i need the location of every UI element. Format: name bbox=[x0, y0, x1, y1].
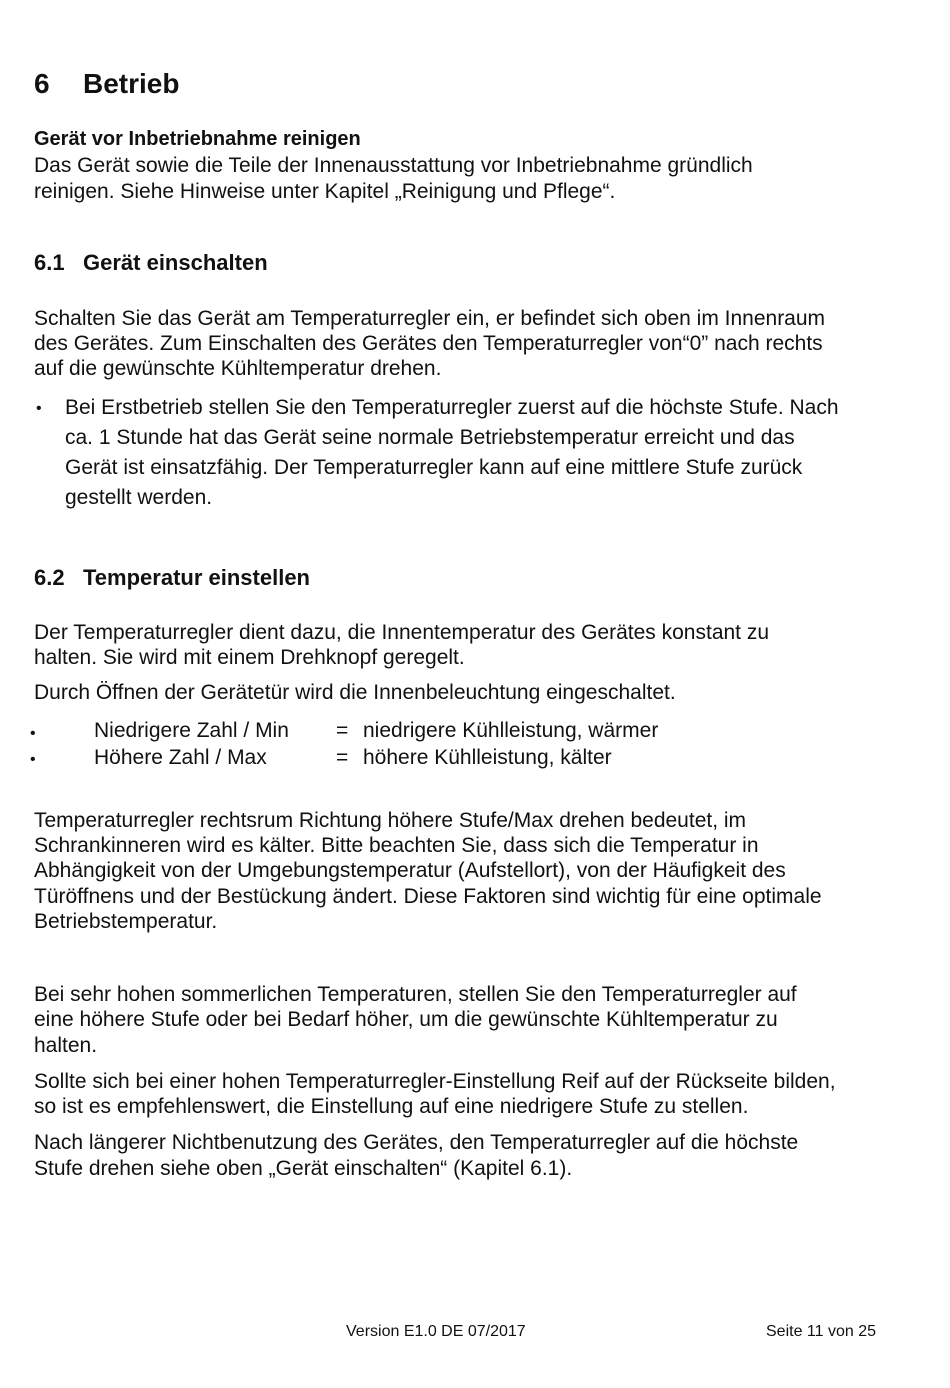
chapter-number: 6 bbox=[34, 68, 50, 99]
section2-para1-line: Der Temperaturregler dient dazu, die Innentemperatur des Gerätes konstant zu bbox=[34, 621, 770, 644]
footer-version: Version E1.0 DE 07/2017 bbox=[346, 1323, 526, 1340]
section2-para5-line: Sollte sich bei einer hohen Temperaturregler-Einstellung Reif auf der Rückseite bilden, bbox=[34, 1070, 836, 1093]
section1-bullet-line: Gerät ist einsatzfähig. Der Temperaturregler kann auf eine mittlere Stufe zurück bbox=[65, 456, 803, 479]
setting-effect: höhere Kühlleistung, kälter bbox=[363, 746, 612, 769]
setting-label: Höhere Zahl / Max bbox=[94, 746, 267, 769]
section2-para3-line: Schrankinneren wird es kälter. Bitte beachten Sie, dass sich die Temperatur in bbox=[34, 834, 759, 857]
intro-line: reinigen. Siehe Hinweise unter Kapitel „Reinigung und Pflege“. bbox=[34, 180, 616, 203]
section2-title: Temperatur einstellen bbox=[83, 565, 310, 590]
section1-bullet-line: ca. 1 Stunde hat das Gerät seine normale Betriebstemperatur erreicht und das bbox=[65, 426, 795, 449]
section2-para2: Durch Öffnen der Gerätetür wird die Innenbeleuchtung eingeschaltet. bbox=[34, 681, 676, 704]
section1-bullet-line: gestellt werden. bbox=[65, 486, 213, 509]
bullet-icon: • bbox=[30, 751, 36, 768]
setting-label: Niedrigere Zahl / Min bbox=[94, 719, 289, 742]
section2-para6-line: Nach längerer Nichtbenutzung des Gerätes, den Temperaturregler auf die höchste bbox=[34, 1131, 799, 1154]
setting-equals: = bbox=[336, 746, 349, 769]
section2-number: 6.2 bbox=[34, 565, 65, 590]
section1-title: Gerät einschalten bbox=[83, 250, 268, 275]
section2-para3-line: Temperaturregler rechtsrum Richtung höhere Stufe/Max drehen bedeutet, im bbox=[34, 809, 747, 832]
section2-para3-line: Türöffnens und der Bestückung ändert. Diese Faktoren sind wichtig für eine optimale bbox=[34, 885, 822, 908]
section1-line: Schalten Sie das Gerät am Temperaturregler ein, er befindet sich oben im Innenraum bbox=[34, 307, 826, 330]
bullet-icon: • bbox=[30, 725, 36, 742]
chapter-title: Betrieb bbox=[83, 68, 180, 99]
section2-para3-line: Betriebstemperatur. bbox=[34, 910, 218, 933]
section2-para5-line: so ist es empfehlenswert, die Einstellung auf eine niedrigere Stufe zu stellen. bbox=[34, 1095, 749, 1118]
intro-line: Das Gerät sowie die Teile der Innenausstattung vor Inbetriebnahme gründlich bbox=[34, 154, 753, 177]
section1-bullet-line: Bei Erstbetrieb stellen Sie den Temperaturregler zuerst auf die höchste Stufe. Nach bbox=[65, 396, 839, 419]
section1-line: des Gerätes. Zum Einschalten des Gerätes den Temperaturregler von“0” nach rechts bbox=[34, 332, 823, 355]
footer-page-number: Seite 11 von 25 bbox=[766, 1323, 877, 1340]
section2-para4-line: eine höhere Stufe oder bei Bedarf höher, um die gewünschte Kühltemperatur zu bbox=[34, 1008, 778, 1031]
bullet-icon: • bbox=[36, 400, 42, 417]
section2-para4-line: Bei sehr hohen sommerlichen Temperaturen, stellen Sie den Temperaturregler auf bbox=[34, 983, 797, 1006]
section2-para4-line: halten. bbox=[34, 1034, 98, 1057]
section1-number: 6.1 bbox=[34, 250, 65, 275]
setting-effect: niedrigere Kühlleistung, wärmer bbox=[363, 719, 659, 742]
section2-para6-line: Stufe drehen siehe oben „Gerät einschalten“ (Kapitel 6.1). bbox=[34, 1157, 573, 1180]
section2-para3-line: Abhängigkeit von der Umgebungstemperatur (Aufstellort), von der Häufigkeit des bbox=[34, 859, 786, 882]
section1-line: auf die gewünschte Kühltemperatur drehen. bbox=[34, 357, 442, 380]
setting-equals: = bbox=[336, 719, 349, 742]
section2-para1-line: halten. Sie wird mit einem Drehknopf geregelt. bbox=[34, 646, 465, 669]
intro-subheading: Gerät vor Inbetriebnahme reinigen bbox=[34, 128, 361, 150]
